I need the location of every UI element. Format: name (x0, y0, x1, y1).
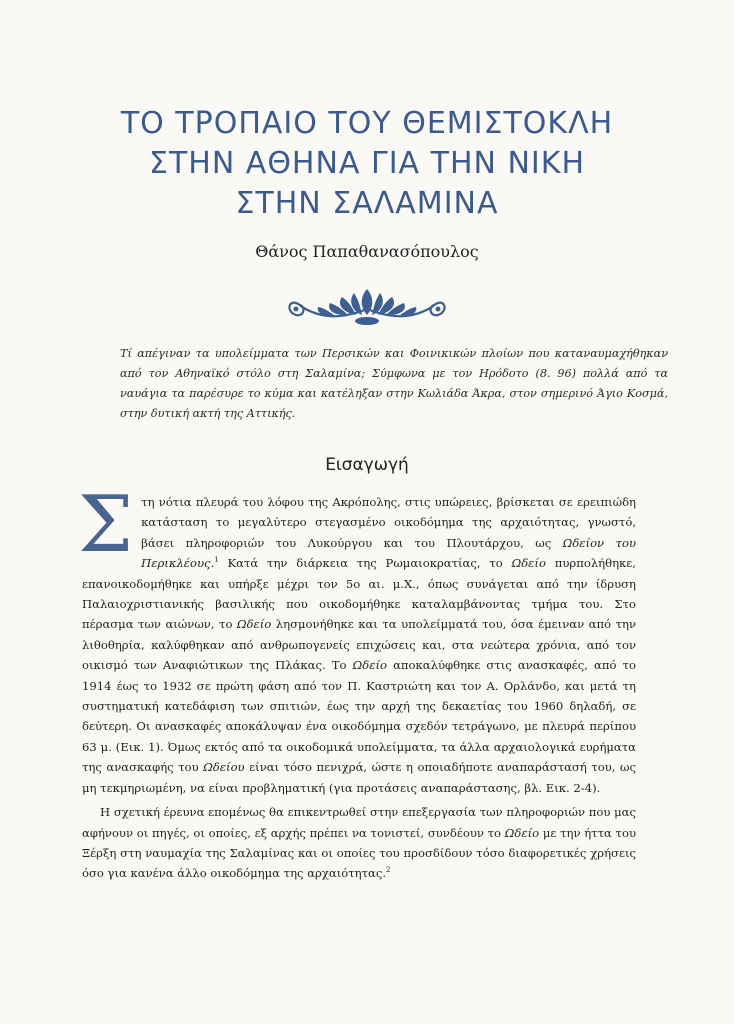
title-line-1: ΤΟ ΤΡΟΠΑΙΟ ΤΟΥ ΘΕΜΙΣΤΟΚΛΗ (120, 106, 614, 141)
footnote-marker: 2 (386, 866, 391, 875)
title-line-2: ΣΤΗΝ ΑΘΗΝΑ ΓΙΑ ΤΗΝ ΝΙΚΗ (148, 146, 585, 181)
footnote-marker: 1 (214, 556, 219, 565)
abstract: Τί απέγιναν τα υπολείμματα των Περσικών και Φοινικικών πλοίων που καταναυμαχήθηκαν από τον Αθηναϊκό στόλο στη Σαλαμίνα; Σύμφωνα με τον Ηρόδοτο (8. 96) πολλά από τα ναυάγια τα παρέσυρε το κύμα και κατέληξαν στην Κωλιάδα Άκρα, στον σημερινό Άγιο Κοσμά, στην δυτική ακτή της Αττικής. (120, 347, 668, 420)
title-line-3: ΣΤΗΝ ΣΑΛΑΜΙΝΑ (235, 186, 499, 221)
paragraph-1: Στη νότια πλευρά του λόφου της Ακρόπολης, στις υπώρειες, βρίσκεται σε ερειπιώδη κατάσταση το μεγαλύτερο στεγασμένο οικοδόμημα της αρχαιότητας, γνωστό, βάσει πληροφοριών του Λυκούργου και του Πλουτάρχου, ως Ωδείον του Περικλέους.$^1$ Κατά την διάρκεια της Ρωμαιοκρατίας, το Ωδείο πυρπολήθηκε, επανοικοδομήθηκε και υπήρξε μέχρι τον 5ο αι. μ.Χ., όπως συνάγεται από την ίδρυση Παλαιοχριστιανικής βασιλικής που οικοδομήθηκε καταλαμβάνοντας τμήμα του. Στο πέρασμα των αιώνων, το Ωδείο λησμονήθηκε και τα υπολείμματά του, όσα έμειναν από την λιθοθηρία, καλύφθηκαν από ανθρωπογενείς επιχώσεις και, στα νεώτερα χρόνια, από τον οικισμό των Αναφιώτικων της Πλάκας. Το Ωδείο αποκαλύφθηκε στις ανασκαφές, από το 1914 έως το 1932 σε πρώτη φάση από τον Π. Καστριώτη και τον Α. Ορλάνδο, και μετά τη συστηματική κατεδάφιση των σπιτιών, έως την αρχή της δεκαετίας του 1960 δηλαδή, σε δεύτερη. Οι ανασκαφές αποκάλυψαν ένα οικοδόμημα σχεδόν τετράγωνο, με πλευρά περίπου 63 μ. (Εικ. 1). Όμως εκτός από τα οικοδομικά υπολείμματα, τα άλλα αρχαιολογικά ευρήματα της ανασκαφής του Ωδείου είναι τόσο πενιχρά, ώστε η οποιαδήποτε αναπαράστασή του, ως μη τεκμηριωμένη, να είναι προβληματική (για προτάσεις αναπαράστασης, βλ. Εικ. 2-4). (78, 480, 637, 795)
palmette-ornament-icon (282, 285, 452, 329)
article-title (0, 104, 734, 224)
section-heading: Εισαγωγή (325, 455, 409, 475)
body-text (78, 480, 637, 884)
drop-cap: Σ (78, 480, 134, 570)
paragraph-2: Η σχετική έρευνα επομένως θα επικεντρωθεί στην επεξεργασία των πληροφοριών που μας αφήνουν οι πηγές, οι οποίες, εξ αρχής πρέπει να τονιστεί, συνδέουν το Ωδείο με την ήττα του Ξέρξη στη ναυμαχία της Σαλαμίνας και οι οποίες του προσδίδουν τόσο διαφορετικές χρήσεις όσο για κανένα άλλο οικοδόμημα της αρχαιότητας.$^2$ (82, 805, 636, 881)
author-name: Θάνος Παπαθανασόπουλος (255, 242, 479, 261)
